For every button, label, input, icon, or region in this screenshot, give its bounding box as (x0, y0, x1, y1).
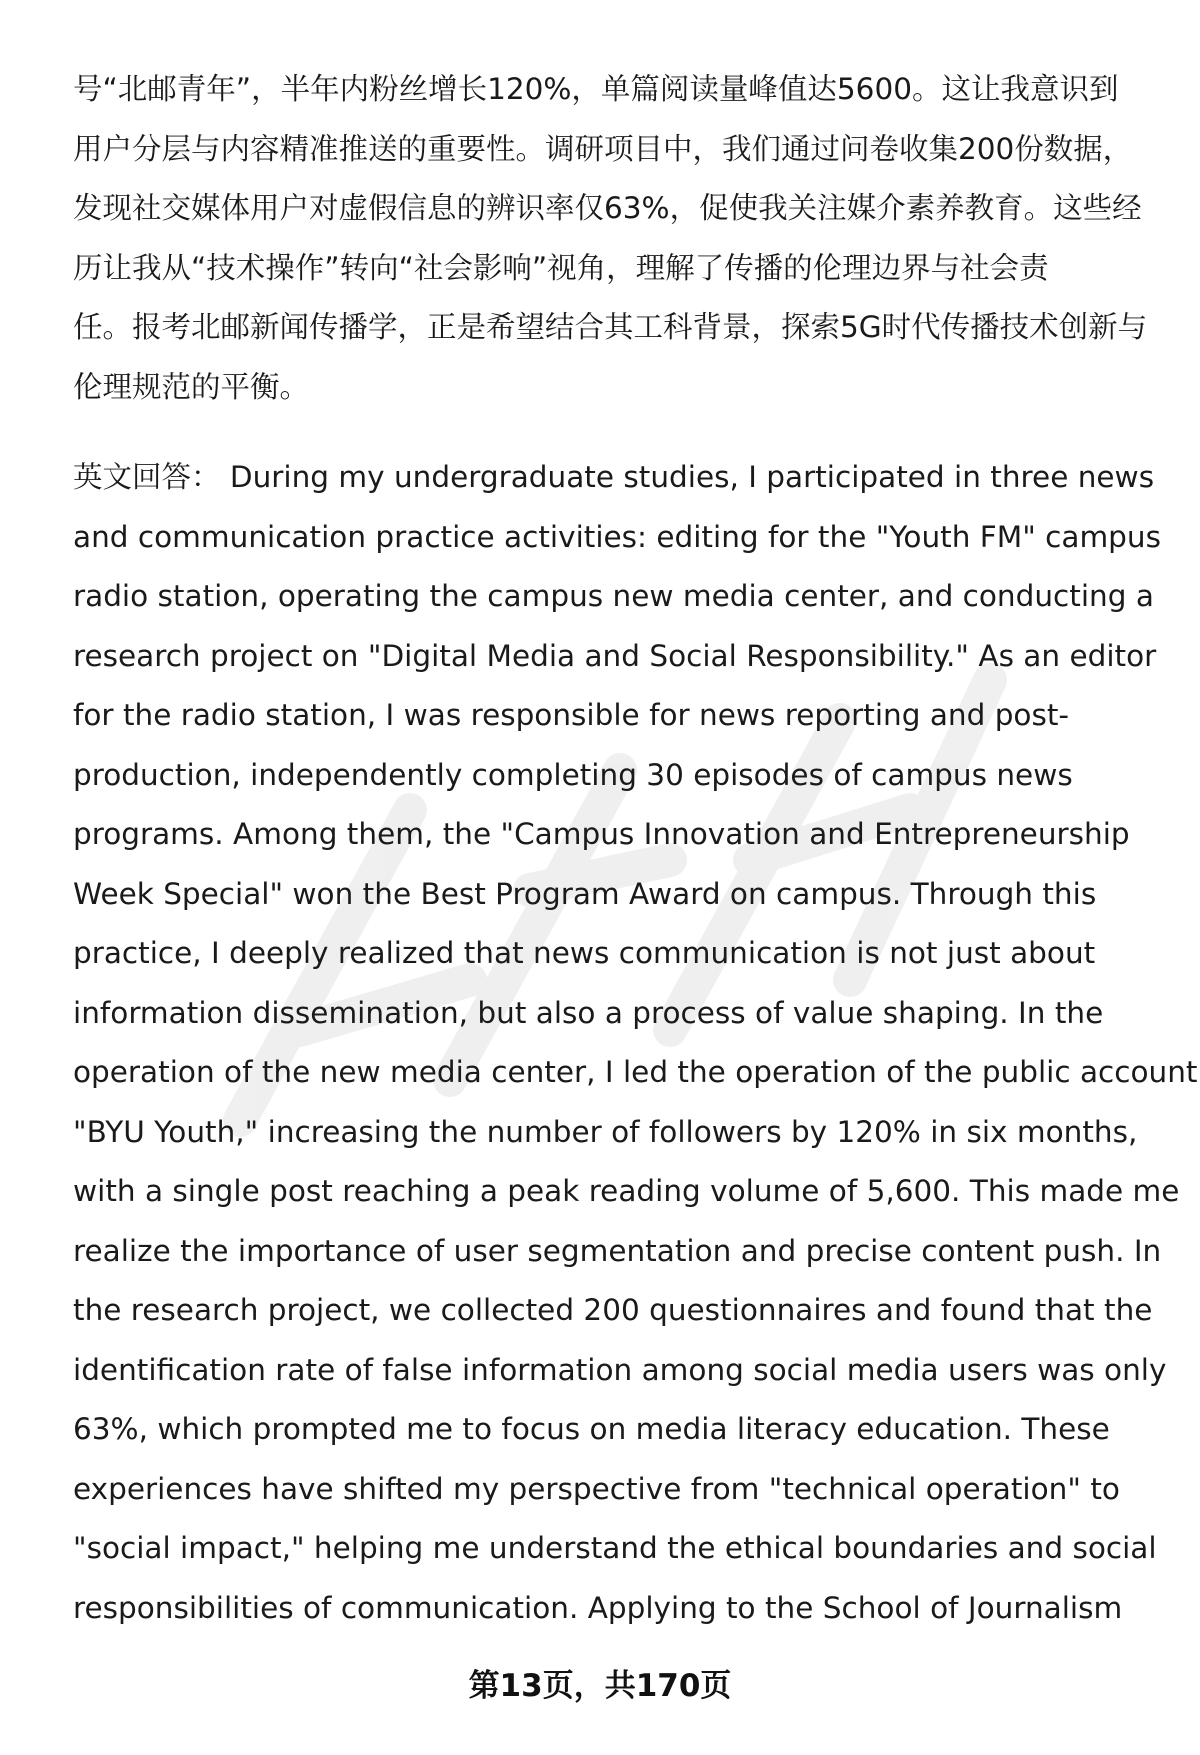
en-line: practice, I deeply realized that news communication is not just about (73, 936, 1096, 970)
en-line: "BYU Youth," increasing the number of followers by 120% in six months, (73, 1114, 1138, 1149)
en-line: responsibilities of communication. Applying to the School of Journalism (73, 1590, 1123, 1625)
cn-line: 伦理规范的平衡。 (73, 369, 310, 404)
chinese-answer-paragraph (73, 60, 1153, 417)
cn-line: 任。报考北邮新闻传播学，正是希望结合其工科背景，探索5G时代传播技术创新与 (73, 310, 1148, 344)
en-line: research project on "Digital Media and Social Responsibility." As an editor (73, 638, 1157, 673)
en-line: information dissemination, but also a process of value shaping. In the (73, 995, 1104, 1030)
en-line: 英文回答： During my undergraduate studies, I participated in three news (73, 460, 1155, 494)
en-line: and communication practice activities: editing for the "Youth FM" campus (73, 519, 1161, 554)
en-line: for the radio station, I was responsible for news reporting and post- (73, 698, 1070, 732)
en-line: operation of the new media center, I led the operation of the public account (73, 1055, 1198, 1089)
cn-line: 用户分层与内容精准推送的重要性。调研项目中，我们通过问卷收集200份数据， (73, 131, 1133, 166)
page-number-footer: 第13页，共170页 (468, 1668, 732, 1704)
en-line: with a single post reaching a peak reading volume of 5,600. This made me (73, 1174, 1180, 1208)
cn-line: 发现社交媒体用户对虚假信息的辨识率仅63%，促使我关注媒介素养教育。这些经 (73, 191, 1142, 225)
cn-line: 历让我从“技术操作”转向“社会影响”视角，理解了传播的伦理边界与社会责 (73, 250, 1049, 285)
en-line: identification rate of false information among social media users was only (73, 1352, 1167, 1387)
en-line: Week Special" won the Best Program Award on campus. Through this (73, 876, 1097, 911)
en-line: "social impact," helping me understand the ethical boundaries and social (73, 1531, 1157, 1565)
en-line: 63%, which prompted me to focus on media literacy education. These (73, 1412, 1110, 1446)
en-line: production, independently completing 30 episodes of campus news (73, 757, 1073, 792)
en-line: the research project, we collected 200 questionnaires and found that the (73, 1293, 1153, 1327)
en-line: realize the importance of user segmentation and precise content push. In (73, 1233, 1162, 1268)
english-answer-paragraph (73, 448, 1198, 1638)
en-line: experiences have shifted my perspective from "technical operation" to (73, 1471, 1120, 1506)
en-line: radio station, operating the campus new media center, and conducting a (73, 579, 1154, 613)
cn-line: 号“北邮青年”，半年内粉丝增长120%，单篇阅读量峰值达5600。这让我意识到 (73, 72, 1119, 106)
en-line: programs. Among them, the "Campus Innovation and Entrepreneurship (73, 817, 1130, 851)
